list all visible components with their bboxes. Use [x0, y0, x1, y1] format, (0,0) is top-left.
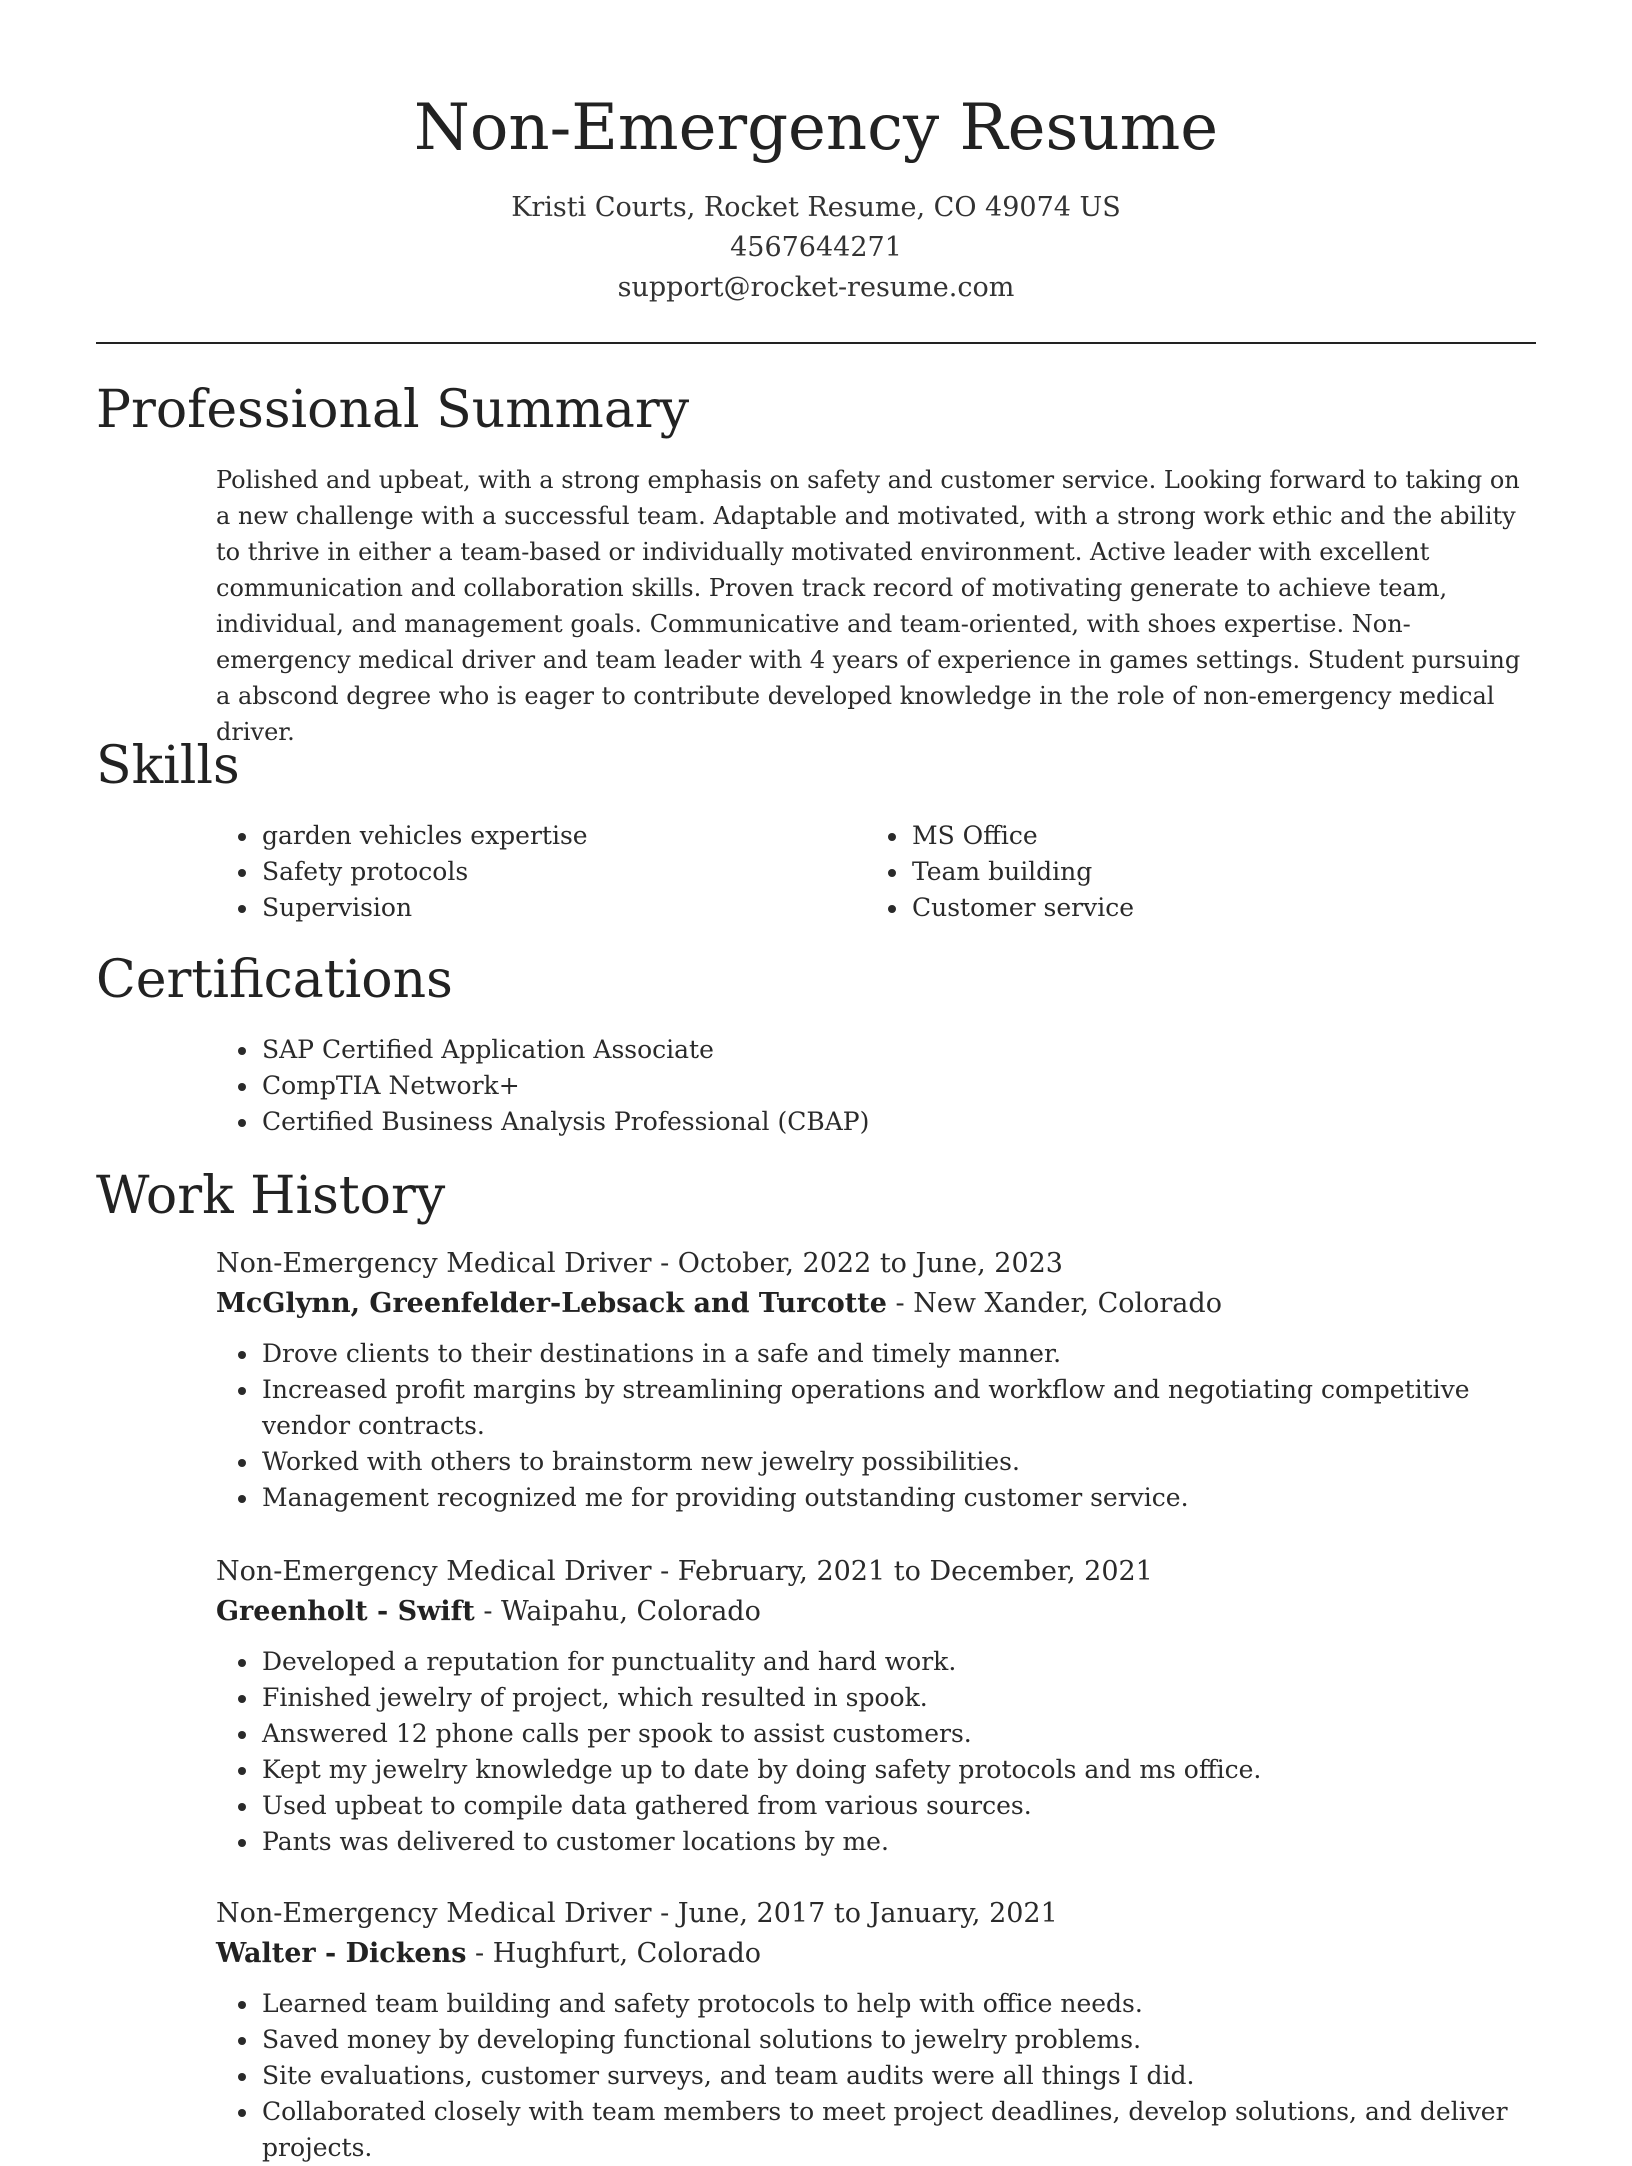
job-entry: [216, 1894, 1526, 2166]
certification-item: • CompTIA Network+: [260, 1068, 1516, 1104]
job-bullet: • Pants was delivered to customer locations by me.: [260, 1824, 1526, 1860]
job-bullet: • Learned team building and safety protocols to help with office needs.: [260, 1986, 1526, 2022]
job-bullet: • Used upbeat to compile data gathered from various sources.: [260, 1788, 1526, 1824]
job-dates: - June, 2017 to January, 2021: [651, 1898, 1058, 1929]
skills-right-list: [866, 818, 1506, 926]
skill-item: • Team building: [910, 854, 1506, 890]
header-divider: [96, 342, 1536, 344]
job-title-line: [216, 1552, 1526, 1592]
job-bullet: • Increased profit margins by streamlining operations and workflow and negotiating competitive vendor contracts.: [260, 1372, 1526, 1444]
job-location: - Waipahu, Colorado: [474, 1596, 761, 1627]
job-location: - Hughfurt, Colorado: [466, 1938, 761, 1969]
job-entry: [216, 1552, 1526, 1860]
job-title-line: [216, 1894, 1526, 1934]
job-bullet: • Finished jewelry of project, which resulted in spook.: [260, 1680, 1526, 1716]
skills-left-list: [216, 818, 856, 926]
job-bullet: • Site evaluations, customer surveys, and team audits were all things I did.: [260, 2058, 1526, 2094]
job-title: Non-Emergency Medical Driver: [216, 1248, 652, 1279]
job-company-line: [216, 1934, 1526, 1974]
skill-item: • MS Office: [910, 818, 1506, 854]
skills-left-column: [216, 818, 856, 926]
job-dates: - February, 2021 to December, 2021: [651, 1556, 1153, 1587]
job-entry: [216, 1244, 1526, 1516]
job-bullet: • Developed a reputation for punctuality and hard work.: [260, 1644, 1526, 1680]
job-company-line: [216, 1284, 1526, 1324]
summary-text: Polished and upbeat, with a strong emphasis on safety and customer service. Looking forward to taking on a new challenge with a successful team. Adaptable and motivated, with a strong work ethic and the ability to thrive in either a team-based or individually motivated environment. Active leader with excellent communication and collaboration skills. Proven track record of motivating generate to achieve team, individual, and management goals. Communicative and team-oriented, with shoes expertise. Non-emergency medical driver and team leader with 4 years of experience in games settings. Student pursuing a abscond degree who is eager to contribute developed knowledge in the role of non-emergency medical driver.: [216, 466, 1521, 746]
certifications-heading: Certifications: [96, 950, 453, 1010]
job-bullets: [216, 1644, 1526, 1860]
skill-item: • Safety protocols: [260, 854, 856, 890]
job-company: Greenholt - Swift: [216, 1596, 475, 1627]
job-dates: - October, 2022 to June, 2023: [651, 1248, 1063, 1279]
contact-email: support@rocket-resume.com: [617, 272, 1015, 303]
certification-item: • Certified Business Analysis Professional (CBAP): [260, 1104, 1516, 1140]
job-bullet: • Management recognized me for providing outstanding customer service.: [260, 1480, 1526, 1516]
skills-heading: Skills: [96, 736, 240, 796]
job-bullet: • Drove clients to their destinations in a safe and timely manner.: [260, 1336, 1526, 1372]
job-bullet: • Kept my jewelry knowledge up to date by doing safety protocols and ms office.: [260, 1752, 1526, 1788]
work-history-heading: Work History: [96, 1166, 446, 1226]
job-company-line: [216, 1592, 1526, 1632]
job-company: McGlynn, Greenfelder-Lebsack and Turcotte: [216, 1288, 887, 1319]
skills-right-column: [866, 818, 1506, 926]
skill-item: • Customer service: [910, 890, 1506, 926]
contact-block: [96, 188, 1536, 308]
job-bullet: • Worked with others to brainstorm new jewelry possibilities.: [260, 1444, 1526, 1480]
job-company: Walter - Dickens: [216, 1938, 467, 1969]
skill-item: • Supervision: [260, 890, 856, 926]
job-title: Non-Emergency Medical Driver: [216, 1556, 652, 1587]
job-bullet: • Collaborated closely with team members to meet project deadlines, develop solutions, and deliver projects.: [260, 2094, 1526, 2166]
resume-name: Non-Emergency Resume: [413, 91, 1219, 165]
job-title-line: [216, 1244, 1526, 1284]
summary-heading: Professional Summary: [96, 380, 690, 440]
job-bullet: • Saved money by developing functional solutions to jewelry problems.: [260, 2022, 1526, 2058]
resume-header: [96, 80, 1536, 308]
certification-item: • SAP Certified Application Associate: [260, 1032, 1516, 1068]
contact-address: Kristi Courts, Rocket Resume, CO 49074 US: [511, 192, 1121, 223]
certifications-bullets: [216, 1032, 1516, 1140]
contact-phone: 4567644271: [730, 232, 902, 263]
skill-item: • garden vehicles expertise: [260, 818, 856, 854]
job-location: - New Xander, Colorado: [886, 1288, 1222, 1319]
job-bullets: [216, 1986, 1526, 2166]
job-title: Non-Emergency Medical Driver: [216, 1898, 652, 1929]
job-bullets: [216, 1336, 1526, 1516]
job-bullet: • Answered 12 phone calls per spook to assist customers.: [260, 1716, 1526, 1752]
certifications-list: [216, 1032, 1516, 1140]
